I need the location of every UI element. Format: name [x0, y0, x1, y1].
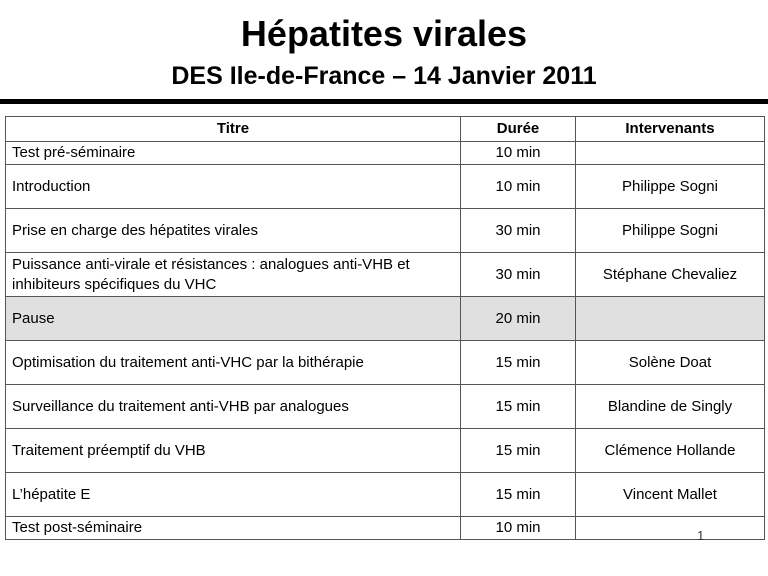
table-row — [6, 517, 765, 540]
row-title: Optimisation du traitement anti-VHC par la bithérapie — [6, 341, 461, 385]
row-duration: 10 min — [461, 142, 576, 165]
row-title: Test post-séminaire — [6, 517, 461, 540]
row-title: L’hépatite E — [6, 473, 461, 517]
column-header-title: Titre — [6, 117, 461, 142]
row-duration: 15 min — [461, 473, 576, 517]
row-speaker: Blandine de Singly — [576, 385, 765, 429]
row-title: Test pré-séminaire — [6, 142, 461, 165]
row-speaker: Stéphane Chevaliez — [576, 253, 765, 297]
row-duration: 15 min — [461, 341, 576, 385]
table-row — [6, 142, 765, 165]
row-title: Pause — [6, 297, 461, 341]
row-duration: 30 min — [461, 253, 576, 297]
row-duration: 10 min — [461, 517, 576, 540]
row-duration: 10 min — [461, 165, 576, 209]
row-speaker: Solène Doat — [576, 341, 765, 385]
column-header-duration: Durée — [461, 117, 576, 142]
row-title: Introduction — [6, 165, 461, 209]
row-duration: 15 min — [461, 385, 576, 429]
table-header-row — [6, 117, 765, 142]
row-speaker — [576, 297, 765, 341]
page-number: 1 — [697, 528, 705, 543]
row-speaker — [576, 142, 765, 165]
table-row — [6, 165, 765, 209]
table-row — [6, 473, 765, 517]
table-row — [6, 209, 765, 253]
table-row — [6, 429, 765, 473]
column-header-speakers: Intervenants — [576, 117, 765, 142]
row-speaker: Philippe Sogni — [576, 165, 765, 209]
row-duration: 15 min — [461, 429, 576, 473]
slide-title: Hépatites virales — [240, 13, 528, 54]
agenda-table — [5, 116, 765, 540]
table-row — [6, 385, 765, 429]
row-duration: 30 min — [461, 209, 576, 253]
row-duration: 20 min — [461, 297, 576, 341]
row-speaker: Vincent Mallet — [576, 473, 765, 517]
row-speaker — [576, 517, 765, 540]
table-row — [6, 253, 765, 297]
table-row — [6, 341, 765, 385]
row-speaker: Clémence Hollande — [576, 429, 765, 473]
row-speaker: Philippe Sogni — [576, 209, 765, 253]
row-title: Traitement préemptif du VHB — [6, 429, 461, 473]
row-title: Puissance anti-virale et résistances : analogues anti-VHB et inhibiteurs spécifiques du VHC — [6, 253, 461, 297]
slide-subtitle: DES Ile-de-France – 14 Janvier 2011 — [171, 62, 597, 90]
title-divider — [0, 99, 768, 104]
table-row-pause — [6, 297, 765, 341]
row-title: Prise en charge des hépatites virales — [6, 209, 461, 253]
row-title: Surveillance du traitement anti-VHB par analogues — [6, 385, 461, 429]
